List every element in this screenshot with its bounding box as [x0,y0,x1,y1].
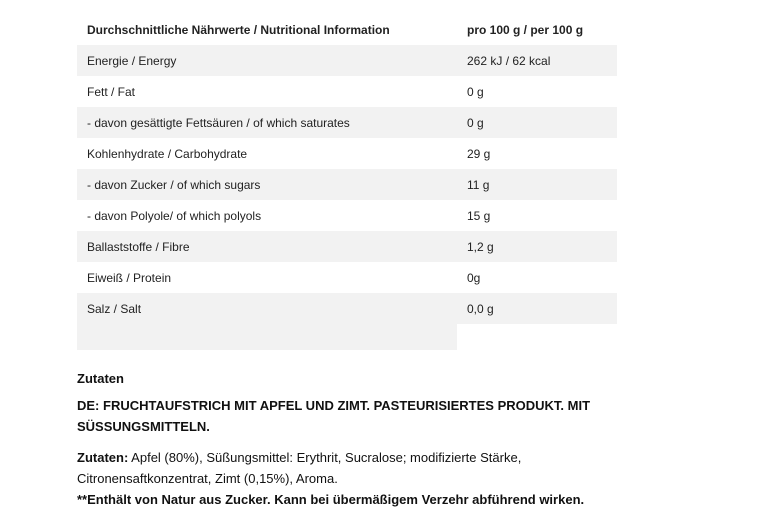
row-label: - davon Polyole/ of which polyols [77,200,457,231]
table-row [77,293,617,324]
ingredients-list-text: Apfel (80%), Süßungsmittel: Erythrit, Sucralose; modifizierte Stärke, Citronensaftkonzentrat, Zimt (0,15%), Aroma. [77,450,522,486]
table-empty-row [77,324,457,350]
row-label: Fett / Fat [77,76,457,107]
table-row [77,107,617,138]
table-row [77,169,617,200]
table-row [77,200,617,231]
row-label: Kohlenhydrate / Carbohydrate [77,138,457,169]
ingredients-list-label: Zutaten: [77,450,129,465]
row-value: 29 g [457,138,617,169]
nutrition-table-container [77,14,617,350]
row-value: 0 g [457,76,617,107]
ingredients-section [77,368,637,510]
header-label: Durchschnittliche Nährwerte / Nutritional Information [77,14,457,45]
table-row [77,138,617,169]
header-value: pro 100 g / per 100 g [457,14,617,45]
row-label: - davon Zucker / of which sugars [77,169,457,200]
row-value: 262 kJ / 62 kcal [457,45,617,76]
table-row [77,231,617,262]
row-value: 0 g [457,107,617,138]
sugar-note: **Enthält von Natur aus Zucker. Kann bei übermäßigem Verzehr abführend wirken. [77,492,585,507]
row-value: 15 g [457,200,617,231]
table-row [77,45,617,76]
row-label: Energie / Energy [77,45,457,76]
table-row [77,76,617,107]
row-label: Ballaststoffe / Fibre [77,231,457,262]
nutrition-table [77,14,617,324]
row-label: - davon gesättigte Fettsäuren / of which saturates [77,107,457,138]
row-value: 1,2 g [457,231,617,262]
row-value: 0g [457,262,617,293]
ingredients-heading: Zutaten [77,371,124,386]
row-value: 0,0 g [457,293,617,324]
row-label: Salz / Salt [77,293,457,324]
nutrition-table-header [77,14,617,45]
row-label: Eiweiß / Protein [77,262,457,293]
table-row [77,262,617,293]
product-description: DE: FRUCHTAUFSTRICH MIT APFEL UND ZIMT. PASTEURISIERTES PRODUKT. MIT SÜSSUNGSMITTELN. [77,398,591,434]
ingredients-list [77,447,637,489]
row-value: 11 g [457,169,617,200]
